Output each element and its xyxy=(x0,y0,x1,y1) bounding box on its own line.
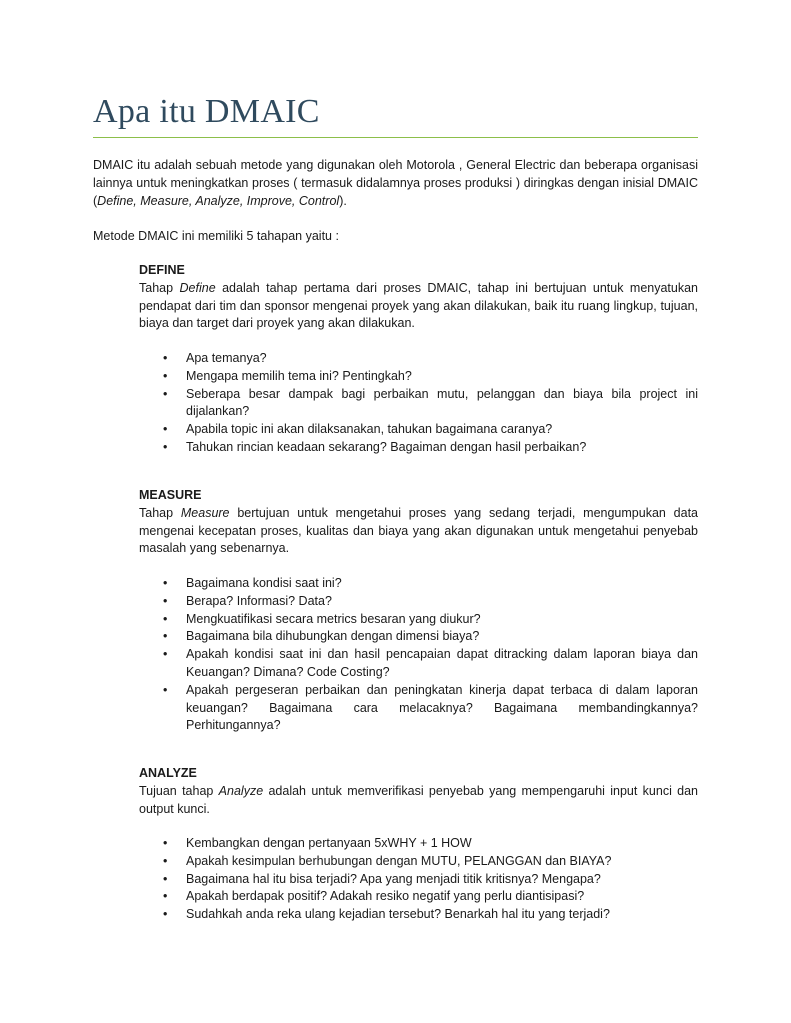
list-item xyxy=(163,628,698,646)
bullet-icon: • xyxy=(163,439,168,454)
intro-end: ). xyxy=(339,193,347,208)
bullet-icon: • xyxy=(163,386,168,401)
bullet-icon: • xyxy=(163,836,168,850)
list-item-text: Mengkuatifikasi secara metrics besaran yang diukur? xyxy=(186,611,481,626)
analyze-heading: ANALYZE xyxy=(139,766,197,780)
list-item xyxy=(163,593,698,611)
define-desc-italic: Define xyxy=(179,280,216,295)
list-item-text: Bagaimana kondisi saat ini? xyxy=(186,576,342,590)
bullet-icon: • xyxy=(163,853,168,868)
define-section xyxy=(139,262,698,333)
define-desc-rest: adalah tahap pertama dari proses DMAIC, tahap ini bertujuan untuk menyatukan pendapat dari tim dan sponsor mengenai proyek yang akan dilakukan, baik itu ruang lingkup, tujuan, biaya dan target dari proyek yang akan dilakukan. xyxy=(139,280,698,331)
list-item-text: Bagaimana bila dihubungkan dengan dimensi biaya? xyxy=(186,629,480,644)
list-item-text: Berapa? Informasi? Data? xyxy=(186,593,332,608)
analyze-bullet-list xyxy=(163,835,698,924)
list-item xyxy=(163,421,698,439)
steps-intro-paragraph: Metode DMAIC ini memiliki 5 tahapan yaitu : xyxy=(93,229,339,243)
list-item xyxy=(163,386,698,422)
list-item xyxy=(163,350,698,368)
measure-desc-rest: bertujuan untuk mengetahui proses yang sedang terjadi, mengumpukan data mengenai kecepatan proses, kualitas dan biaya yang akan digunakan untuk mengetahui penyebab masalah yang sebenarnya. xyxy=(139,505,698,556)
list-item-text: Kembangkan dengan pertanyaan 5xWHY + 1 HOW xyxy=(186,836,472,850)
list-item xyxy=(163,853,698,871)
analyze-desc-italic: Analyze xyxy=(218,783,264,798)
measure-description xyxy=(139,505,698,558)
list-item-text: Apakah berdapak positif? Adakah resiko negatif yang perlu diantisipasi? xyxy=(186,889,585,904)
analyze-section xyxy=(139,765,698,818)
bullet-icon: • xyxy=(163,647,168,662)
analyze-description xyxy=(139,783,698,819)
list-item xyxy=(163,611,698,629)
list-item xyxy=(163,646,698,682)
list-item xyxy=(163,906,698,924)
list-item xyxy=(163,835,698,853)
bullet-icon: • xyxy=(163,368,168,383)
intro-italic: Define, Measure, Analyze, Improve, Control xyxy=(97,193,340,208)
define-heading: DEFINE xyxy=(139,263,185,277)
list-item-text: Apakah kondisi saat ini dan hasil pencapaian dapat ditracking dalam laporan biaya dan Keuangan? Dimana? Code Costing? xyxy=(186,647,698,679)
measure-section xyxy=(139,487,698,558)
list-item-text: Mengapa memilih tema ini? Pentingkah? xyxy=(186,368,412,383)
list-item-text: Sudahkah anda reka ulang kejadian tersebut? Benarkah hal itu yang terjadi? xyxy=(186,907,610,922)
define-description xyxy=(139,280,698,333)
list-item-text: Tahukan rincian keadaan sekarang? Bagaiman dengan hasil perbaikan? xyxy=(186,439,587,454)
measure-heading: MEASURE xyxy=(139,488,202,502)
define-bullet-list xyxy=(163,350,698,457)
bullet-icon: • xyxy=(163,422,168,437)
list-item-text: Apabila topic ini akan dilaksanakan, tahukan bagaimana caranya? xyxy=(186,422,553,437)
list-item xyxy=(163,888,698,906)
list-item-text: Apakah kesimpulan berhubungan dengan MUTU, PELANGGAN dan BIAYA? xyxy=(186,853,612,868)
list-item xyxy=(163,368,698,386)
list-item xyxy=(163,682,698,735)
bullet-icon: • xyxy=(163,351,168,365)
bullet-icon: • xyxy=(163,871,168,886)
list-item-text: Seberapa besar dampak bagi perbaikan mutu, pelanggan dan biaya bila project ini dijalankan? xyxy=(186,386,698,419)
analyze-desc-text: Tujuan tahap xyxy=(139,783,219,798)
list-item-text: Apakah pergeseran perbaikan dan peningkatan kinerja dapat terbaca di dalam laporan keuangan? Bagaimana cara melacaknya? Bagaimana membandingkannya? Perhitungannya? xyxy=(186,682,698,733)
page-title: Apa itu DMAIC xyxy=(93,93,320,130)
list-item xyxy=(163,439,698,457)
list-item-text: Apa temanya? xyxy=(186,351,267,365)
list-item xyxy=(163,575,698,593)
intro-paragraph xyxy=(93,157,698,210)
bullet-icon: • xyxy=(163,889,168,904)
title-underline xyxy=(93,137,698,138)
list-item xyxy=(163,871,698,889)
bullet-icon: • xyxy=(163,907,168,922)
intro-text: DMAIC itu adalah sebuah metode yang digunakan oleh Motorola , General Electric dan beberapa organisasi lainnya untuk meningkatkan proses ( termasuk didalamnya proses produksi ) diringkas dengan inisial DMAIC ( xyxy=(93,158,698,208)
measure-bullet-list xyxy=(163,575,698,735)
bullet-icon: • xyxy=(163,629,168,644)
analyze-desc-rest: adalah untuk memverifikasi penyebab yang mempengaruhi input kunci dan output kunci. xyxy=(139,783,699,816)
define-desc-text: Tahap xyxy=(139,280,180,295)
measure-desc-text: Tahap xyxy=(139,505,181,520)
bullet-icon: • xyxy=(163,611,168,626)
measure-desc-italic: Measure xyxy=(180,505,230,520)
bullet-icon: • xyxy=(163,682,168,697)
bullet-icon: • xyxy=(163,576,168,590)
bullet-icon: • xyxy=(163,593,168,608)
list-item-text: Bagaimana hal itu bisa terjadi? Apa yang menjadi titik kritisnya? Mengapa? xyxy=(186,871,601,886)
